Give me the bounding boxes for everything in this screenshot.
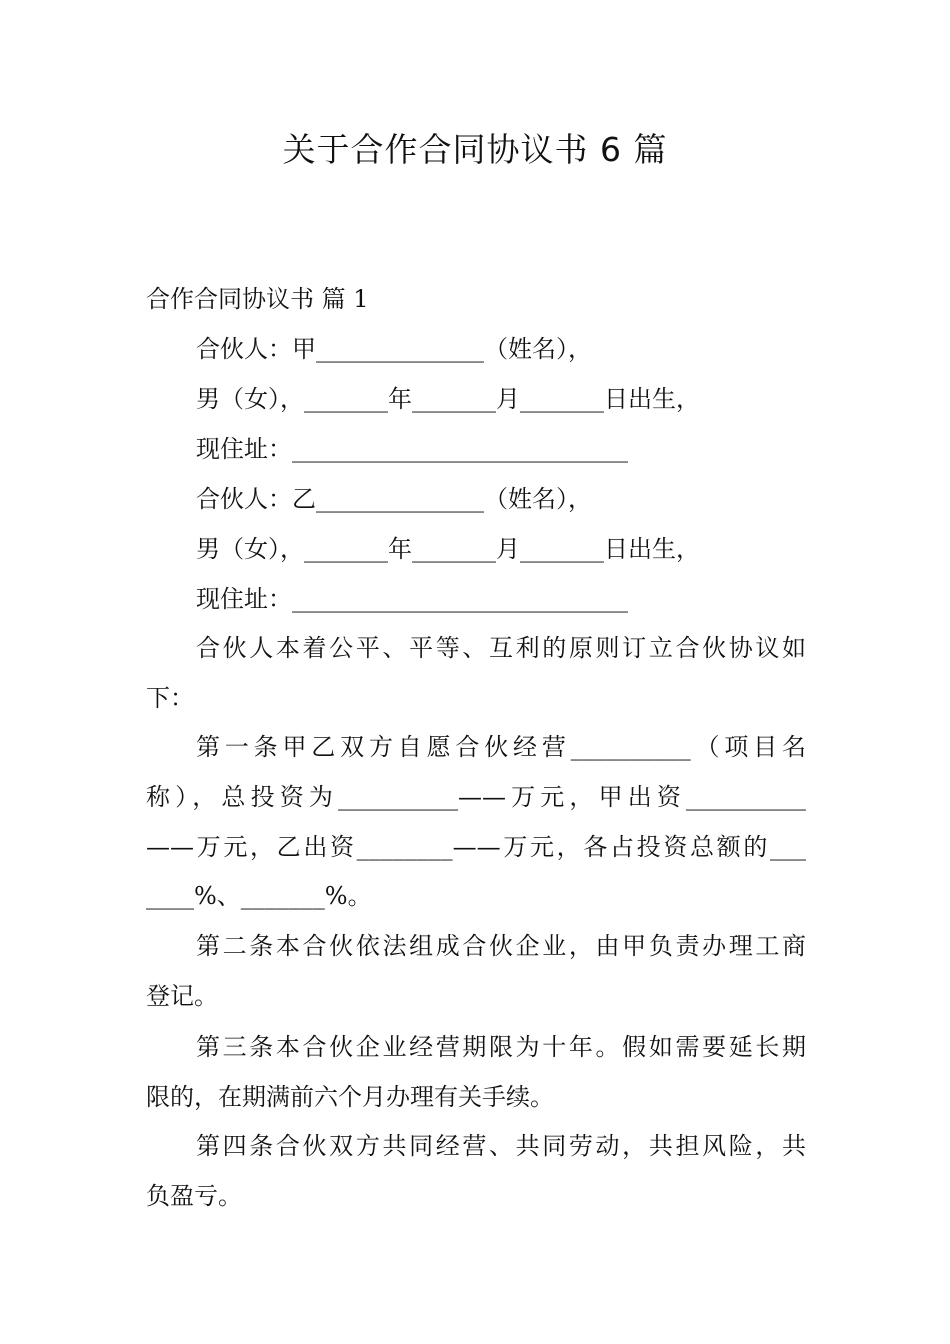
article-2-line: 第二条本合伙依法组成合伙企业，由甲负责办理工商 xyxy=(196,932,806,960)
article-4-line: 第四条合伙双方共同经营、共同劳动，共担风险，共 xyxy=(196,1132,806,1160)
partner-a-birth-line: 男（女），_______年_______月_______日出生， xyxy=(196,385,700,413)
article-1-line: 称），总投资为__________——万元，甲出资__________ xyxy=(146,783,806,811)
article-1-line: ——万元，乙出资________——万元，各占投资总额的___ xyxy=(146,833,806,861)
paragraph-line: 合伙人本着公平、平等、互利的原则订立合伙协议如 xyxy=(196,634,806,662)
article-1-line: 第一条甲乙双方自愿合伙经营__________（项目名 xyxy=(196,733,806,761)
partner-a-name-line: 合伙人：甲______________（姓名）， xyxy=(196,335,592,363)
document-title: 关于合作合同协议书 6 篇 xyxy=(282,130,668,169)
article-4-line: 负盈亏。 xyxy=(146,1182,242,1210)
partner-b-address-line: 现住址：____________________________ xyxy=(196,585,628,613)
partner-b-birth-line: 男（女），_______年_______月_______日出生， xyxy=(196,535,700,563)
article-3-line: 限的，在期满前六个月办理有关手续。 xyxy=(146,1083,554,1111)
paragraph-line: 下： xyxy=(146,684,194,712)
section-heading: 合作合同协议书 篇 1 xyxy=(146,285,369,313)
article-2-line: 登记。 xyxy=(146,982,218,1010)
partner-b-name-line: 合伙人：乙______________（姓名）， xyxy=(196,485,592,513)
article-3-line: 第三条本合伙企业经营期限为十年。假如需要延长期 xyxy=(196,1033,806,1061)
partner-a-address-line: 现住址：____________________________ xyxy=(196,435,628,463)
article-1-line: ____%、_______%。 xyxy=(146,882,372,910)
